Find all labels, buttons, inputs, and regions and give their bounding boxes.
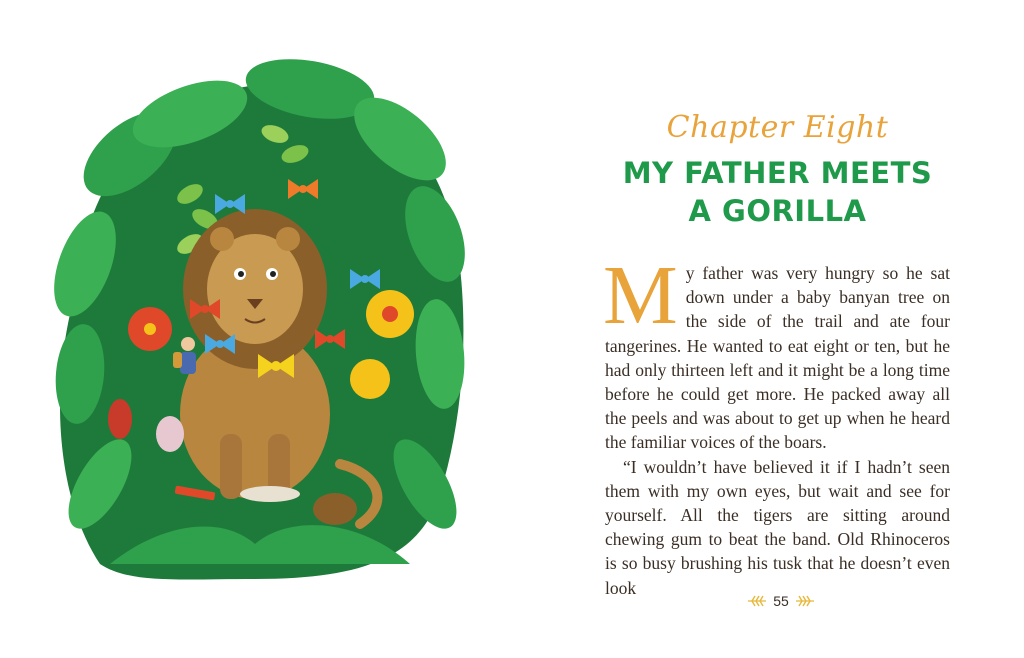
explorer-backpack [173,352,182,368]
body-text [603,249,950,600]
paragraph-1-text: y father was very hungry so he sat down under a baby banyan tree on the side of the trail and ate four tangerines. He wanted to eat eight or ten, but he had only thirteen left and it might be a long time before he could get more. He packed away all the peels and was about to get up when he heard the familiar voices of the boars. [605,263,950,453]
text-page [605,110,950,600]
lion-pupil [238,271,244,277]
leaf-sprig-icon [747,594,767,608]
chapter-title [605,154,950,230]
paragraph-2: “I wouldn’t have believed it if I hadn’t seen them with my own eyes, but wait and see for yourself. All the tigers are sitting around chewing gum to beat the band. Old Rhinoceros is so busy brushing his tusk that he doesn’t even look [605,456,950,598]
red-pod [108,399,132,439]
page-number: 55 [773,593,789,609]
paragraph-1 [603,249,950,455]
lion-pupil [270,271,276,277]
pink-pod [156,416,184,452]
yellow-flower [350,359,390,399]
chapter-title-line-1: MY FATHER MEETS [622,156,933,190]
leaf-sprig-icon [795,594,815,608]
chapter-title-line-2: A GORILLA [688,194,867,228]
lion-leg [220,434,242,499]
brush [240,486,300,502]
red-flower-center [144,323,156,335]
yellow-flower-center [382,306,398,322]
drop-cap: M [603,249,678,342]
lion-tail-tuft [313,493,357,525]
illustration-svg [40,44,470,589]
jungle-lion-illustration [40,44,470,589]
explorer-head [181,337,195,351]
page-footer [745,589,817,613]
lion-ear [276,227,300,251]
lion-ear [210,227,234,251]
chapter-label: Chapter Eight [666,110,889,145]
explorer-body [180,352,196,374]
